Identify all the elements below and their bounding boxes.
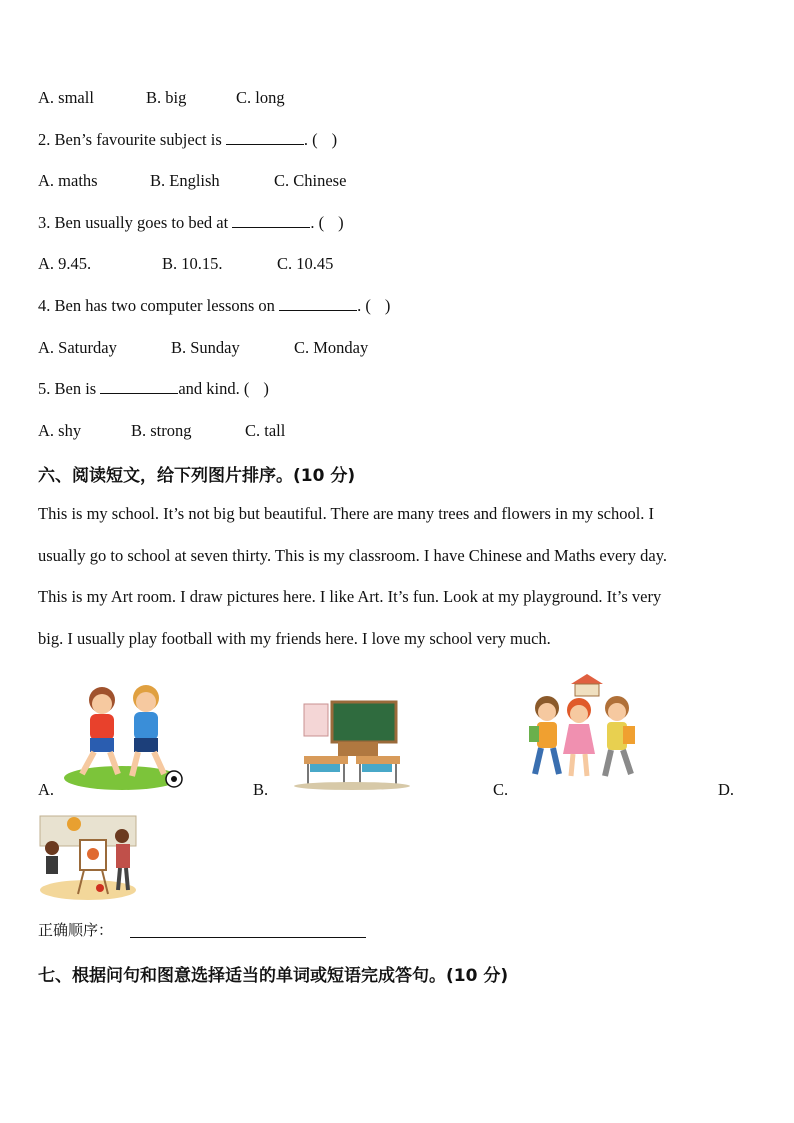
q3-blank[interactable] <box>232 213 310 228</box>
q3-option-a: A. 9.45. <box>38 254 92 273</box>
q3-end: . ( <box>310 213 325 232</box>
q4-blank[interactable] <box>279 296 357 311</box>
q4-close: ) <box>384 296 391 315</box>
q4-option-b: B. Sunday <box>171 338 240 357</box>
q2-options <box>38 171 346 191</box>
passage-line-4: big. I usually play football with my friends here. I love my school very much. <box>38 629 551 648</box>
q1-option-c: C. long <box>236 88 285 107</box>
section7-heading: 七、根据问句和图意选择适当的单词或短语完成答句。(10 分) <box>38 966 509 986</box>
q4-option-a: A. Saturday <box>38 338 117 357</box>
q4-option-c: C. Monday <box>294 338 369 357</box>
picture-a-label: A. <box>38 780 55 799</box>
q3-stem-line <box>38 213 344 233</box>
q3-option-c: C. 10.45 <box>277 254 334 273</box>
classroom-picture <box>290 698 415 790</box>
q1-option-a: A. small <box>38 88 94 107</box>
picture-c-label: C. <box>493 780 509 799</box>
q5-stem-line <box>38 379 269 399</box>
q3-options <box>38 254 333 274</box>
q5-mid: and kind. ( <box>178 379 250 398</box>
q2-close: ) <box>331 130 338 149</box>
q5-option-c: C. tall <box>245 421 286 440</box>
q5-option-b: B. strong <box>131 421 192 440</box>
q2-stem-line <box>38 130 337 150</box>
q2-blank[interactable] <box>226 130 304 145</box>
q2-stem: 2. Ben’s favourite subject is <box>38 130 222 149</box>
q5-stem: 5. Ben is <box>38 379 97 398</box>
q2-option-c: C. Chinese <box>274 171 347 190</box>
q1-option-b: B. big <box>146 88 187 107</box>
q1-options <box>38 88 285 108</box>
q4-stem-line <box>38 296 390 316</box>
q5-option-a: A. shy <box>38 421 82 440</box>
picture-b-label: B. <box>253 780 269 799</box>
q3-stem: 3. Ben usually goes to bed at <box>38 213 229 232</box>
q2-end: . ( <box>303 130 318 149</box>
q4-options <box>38 338 368 358</box>
q4-end: . ( <box>357 296 371 315</box>
q3-close: ) <box>338 213 344 232</box>
order-answer-line[interactable] <box>130 937 366 938</box>
passage-line-2: usually go to school at seven thirty. This is my classroom. I have Chinese and Maths every day. <box>38 546 668 565</box>
football-picture <box>60 682 185 794</box>
art-room-picture <box>38 812 138 902</box>
picture-d-label: D. <box>718 780 735 799</box>
q5-close: ) <box>263 379 269 398</box>
q3-option-b: B. 10.15. <box>162 254 223 273</box>
order-label: 正确顺序： <box>38 921 114 939</box>
q5-blank[interactable] <box>100 379 178 394</box>
kids-to-school-picture <box>525 668 645 786</box>
q5-options <box>38 421 285 441</box>
q2-option-a: A. maths <box>38 171 98 190</box>
q2-option-b: B. English <box>150 171 220 190</box>
passage-line-1: This is my school. It’s not big but beautiful. There are many trees and flowers in my school. I <box>38 504 655 523</box>
q4-stem: 4. Ben has two computer lessons on <box>38 296 275 315</box>
section6-heading: 六、阅读短文，给下列图片排序。(10 分) <box>38 466 356 486</box>
passage-line-3: This is my Art room. I draw pictures here. I like Art. It’s fun. Look at my playground. It’s very <box>38 587 662 606</box>
